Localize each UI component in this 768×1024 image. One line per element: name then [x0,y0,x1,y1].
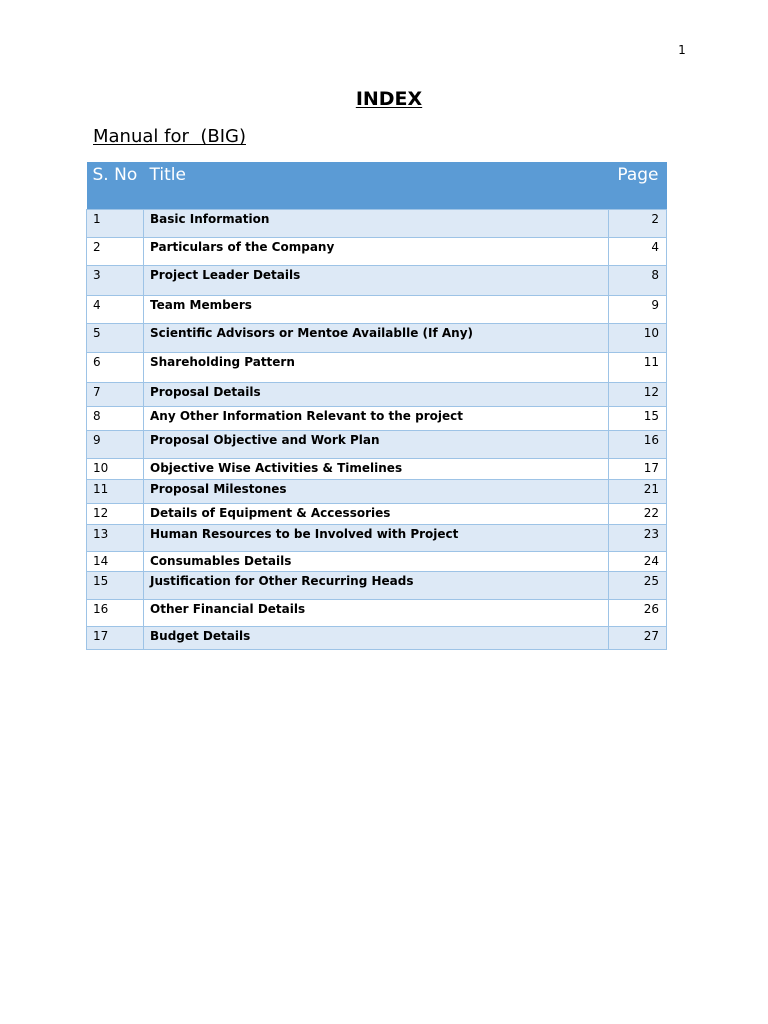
cell-sno: 5 [87,324,144,353]
table-row [87,266,667,296]
cell-sno: 13 [87,525,144,552]
cell-page: 2 [609,210,667,238]
cell-sno: 9 [87,431,144,459]
table-row [87,627,667,650]
cell-title: Other Financial Details [144,600,609,627]
cell-page: 12 [609,383,667,407]
cell-title: Proposal Details [144,383,609,407]
cell-page: 11 [609,353,667,383]
cell-title: Basic Information [144,210,609,238]
cell-page: 25 [609,572,667,600]
cell-title: Budget Details [144,627,609,650]
table-row [87,572,667,600]
cell-sno: 1 [87,210,144,238]
cell-title: Justification for Other Recurring Heads [144,572,609,600]
table-row [87,296,667,324]
table-row [87,407,667,431]
manual-subtitle: Manual for (BIG) [93,126,246,147]
cell-page: 22 [609,504,667,525]
cell-page: 15 [609,407,667,431]
header-sno: S. No [87,162,144,210]
table-row [87,324,667,353]
cell-page: 16 [609,431,667,459]
cell-title: Proposal Objective and Work Plan [144,431,609,459]
table-row [87,238,667,266]
cell-page: 17 [609,459,667,480]
table-row [87,431,667,459]
cell-title: Particulars of the Company [144,238,609,266]
cell-title: Human Resources to be Involved with Project [144,525,609,552]
table-row [87,210,667,238]
page-title: INDEX [355,88,423,110]
cell-sno: 8 [87,407,144,431]
cell-sno: 7 [87,383,144,407]
header-page: Page [609,162,667,210]
cell-title: Team Members [144,296,609,324]
cell-page: 23 [609,525,667,552]
cell-sno: 12 [87,504,144,525]
cell-title: Scientific Advisors or Mentoe Availablle (If Any) [144,324,609,353]
table-row [87,552,667,572]
cell-page: 8 [609,266,667,296]
cell-sno: 11 [87,480,144,504]
table-row [87,600,667,627]
cell-sno: 10 [87,459,144,480]
cell-title: Objective Wise Activities & Timelines [144,459,609,480]
table-row [87,459,667,480]
cell-page: 24 [609,552,667,572]
cell-page: 21 [609,480,667,504]
table-row [87,525,667,552]
cell-title: Details of Equipment & Accessories [144,504,609,525]
cell-sno: 6 [87,353,144,383]
table-row [87,353,667,383]
cell-sno: 15 [87,572,144,600]
cell-sno: 2 [87,238,144,266]
cell-page: 10 [609,324,667,353]
cell-page: 9 [609,296,667,324]
index-table [86,162,667,650]
cell-page: 26 [609,600,667,627]
cell-page: 27 [609,627,667,650]
header-title: Title [144,162,609,210]
cell-title: Project Leader Details [144,266,609,296]
cell-title: Consumables Details [144,552,609,572]
cell-sno: 14 [87,552,144,572]
cell-sno: 3 [87,266,144,296]
cell-sno: 17 [87,627,144,650]
page-number: 1 [678,43,686,57]
cell-page: 4 [609,238,667,266]
cell-title: Any Other Information Relevant to the project [144,407,609,431]
cell-sno: 16 [87,600,144,627]
table-body [87,210,667,650]
table-row [87,383,667,407]
table-header-row [87,162,667,210]
table-row [87,480,667,504]
cell-title: Shareholding Pattern [144,353,609,383]
cell-sno: 4 [87,296,144,324]
table-row [87,504,667,525]
cell-title: Proposal Milestones [144,480,609,504]
